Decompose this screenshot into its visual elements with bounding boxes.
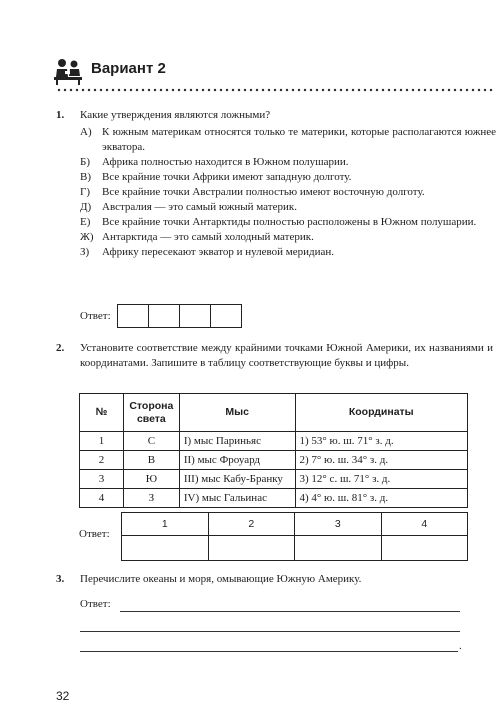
col-number: №: [80, 394, 124, 432]
answer-line[interactable]: [120, 611, 460, 612]
row-side: В: [123, 451, 179, 470]
question-number: 2.: [56, 342, 65, 354]
option-label: В): [80, 171, 91, 183]
option-g: [80, 185, 496, 200]
answer-line[interactable]: [80, 631, 460, 632]
option-text: Африка полностью находится в Южном полушарии.: [102, 156, 349, 168]
option-text: Австралия — это самый южный материк.: [102, 201, 297, 213]
answer-end-mark: .: [459, 640, 462, 652]
row-cape: I) мыс Париньяс: [179, 432, 295, 451]
answer-col-4: 4: [381, 513, 468, 536]
option-zh: [80, 230, 496, 245]
col-cape: Мыс: [179, 394, 295, 432]
answer-cell[interactable]: [381, 536, 468, 561]
option-label: Д): [80, 201, 92, 213]
answer-cell[interactable]: [180, 305, 211, 327]
answer-label: Ответ:: [80, 309, 111, 322]
question-2-answer-table: [121, 512, 468, 561]
row-side: Ю: [123, 470, 179, 489]
row-number: 1: [80, 432, 124, 451]
question-text: Установите соответствие между крайними точками Южной Америки, их названиями и координатами. Запишите в таблицу соответствующие буквы и цифры.: [80, 342, 493, 369]
row-cape: II) мыс Фроуард: [179, 451, 295, 470]
answer-col-2: 2: [208, 513, 295, 536]
option-text: К южным материкам относятся только те материки, которые располагаются южнее экватора.: [102, 126, 496, 153]
option-text: Все крайние точки Австралии полностью имеют восточную долготу.: [102, 186, 425, 198]
answer-col-3: 3: [295, 513, 382, 536]
row-number: 4: [80, 489, 124, 508]
option-a: [80, 125, 496, 155]
row-side: З: [123, 489, 179, 508]
option-label: З): [80, 246, 90, 258]
option-text: Все крайние точки Африки имеют западную долготу.: [102, 171, 352, 183]
table-row: [80, 489, 468, 508]
row-side: С: [123, 432, 179, 451]
answer-cell[interactable]: [295, 536, 382, 561]
question-text: Какие утверждения являются ложными?: [80, 109, 271, 121]
option-b: [80, 155, 496, 170]
row-coords: 4) 4° ю. ш. 81° з. д.: [295, 489, 468, 508]
option-v: [80, 170, 496, 185]
row-coords: 1) 53° ю. ш. 71° з. д.: [295, 432, 468, 451]
row-coords: 2) 7° ю. ш. 34° з. д.: [295, 451, 468, 470]
page-number: 32: [56, 689, 70, 703]
question-text: Перечислите океаны и моря, омывающие Южную Америку.: [80, 573, 362, 585]
answer-line[interactable]: [80, 651, 458, 652]
variant-title: Вариант 2: [91, 60, 166, 77]
header-dotted-divider: [56, 88, 494, 92]
row-number: 3: [80, 470, 124, 489]
answer-cell[interactable]: [118, 305, 149, 327]
question-number: 1.: [56, 109, 65, 121]
table-row: [80, 451, 468, 470]
matching-table: [79, 393, 468, 508]
answer-cells: [117, 304, 242, 328]
answer-cell[interactable]: [211, 305, 241, 327]
option-text: Африку пересекают экватор и нулевой меридиан.: [102, 246, 335, 258]
question-1-options: [80, 125, 496, 260]
option-label: Е): [80, 216, 91, 228]
table-row: [80, 470, 468, 489]
answer-label: Ответ:: [79, 528, 110, 540]
option-e: [80, 215, 496, 230]
option-label: Б): [80, 156, 90, 168]
answer-cell[interactable]: [208, 536, 295, 561]
option-z: [80, 245, 496, 260]
row-cape: IV) мыс Гальинас: [179, 489, 295, 508]
answer-cell[interactable]: [122, 536, 209, 561]
answer-input-row: [122, 536, 468, 561]
option-d: [80, 200, 496, 215]
question-number: 3.: [56, 573, 65, 585]
option-label: Ж): [80, 231, 94, 243]
col-side: Сторона света: [123, 394, 179, 432]
table-row: [80, 432, 468, 451]
option-label: А): [80, 126, 92, 138]
question-1-answer: [80, 304, 242, 328]
table-header-row: [80, 394, 468, 432]
answer-header-row: [122, 513, 468, 536]
option-label: Г): [80, 186, 91, 198]
option-text: Все крайние точки Антарктиды полностью расположены в Южном полушарии.: [102, 216, 477, 228]
row-coords: 3) 12° с. ш. 71° з. д.: [295, 470, 468, 489]
option-text: Антарктида — это самый холодный материк.: [102, 231, 314, 243]
row-number: 2: [80, 451, 124, 470]
answer-cell[interactable]: [149, 305, 180, 327]
row-cape: III) мыс Кабу-Бранку: [179, 470, 295, 489]
answer-label: Ответ:: [80, 598, 111, 610]
col-coords: Координаты: [295, 394, 468, 432]
student-desk-icon: [53, 57, 83, 85]
answer-col-1: 1: [122, 513, 209, 536]
